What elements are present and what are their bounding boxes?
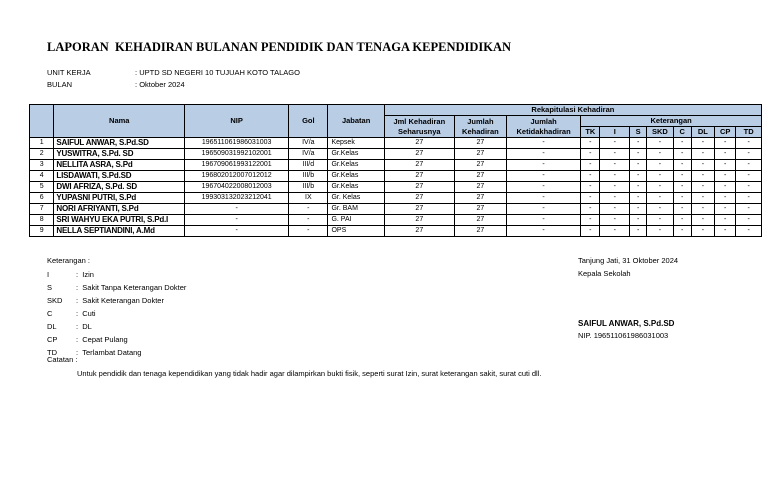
cell-keterangan-cp: - — [715, 204, 736, 215]
cell-jml-ketidakhadiran: - — [506, 149, 580, 160]
col-header-c: C — [673, 127, 691, 138]
cell-gol: III/b — [289, 171, 328, 182]
cell-keterangan-cp: - — [715, 138, 736, 149]
cell-nama: SAIFUL ANWAR, S.Pd.SD — [54, 138, 185, 149]
cell-gol: - — [289, 226, 328, 237]
cell-no: 7 — [30, 204, 54, 215]
cell-jml-seharusnya: 27 — [384, 226, 454, 237]
table-row — [30, 204, 762, 215]
cell-jabatan: Gr.Kelas — [328, 182, 384, 193]
attendance-table — [29, 104, 762, 237]
cell-nama: NORI AFRIYANTI, S.Pd — [54, 204, 185, 215]
cell-keterangan-cp: - — [715, 149, 736, 160]
legend-sep: : — [76, 335, 79, 344]
col-header-keterangan: Keterangan — [581, 116, 762, 127]
cell-no: 9 — [30, 226, 54, 237]
cell-keterangan-dl: - — [691, 226, 714, 237]
cell-keterangan-s: - — [630, 226, 647, 237]
cell-keterangan-td: - — [736, 160, 762, 171]
cell-keterangan-i: - — [600, 215, 630, 226]
cell-jml-kehadiran: 27 — [454, 171, 506, 182]
cell-keterangan-cp: - — [715, 193, 736, 204]
cell-gol: - — [289, 215, 328, 226]
cell-keterangan-skd: - — [647, 204, 674, 215]
table-row — [30, 160, 762, 171]
legend-code: S — [47, 283, 53, 292]
col-header-s: S — [630, 127, 647, 138]
cell-keterangan-dl: - — [691, 204, 714, 215]
cell-nama: SRI WAHYU EKA PUTRI, S.Pd.I — [54, 215, 185, 226]
cell-nip: 196509031992102001 — [185, 149, 289, 160]
cell-keterangan-td: - — [736, 171, 762, 182]
col-header-cp: CP — [715, 127, 736, 138]
cell-keterangan-s: - — [630, 215, 647, 226]
cell-keterangan-s: - — [630, 171, 647, 182]
col-header-skd: SKD — [647, 127, 674, 138]
legend-item — [47, 296, 164, 305]
cell-gol: - — [289, 204, 328, 215]
col-header-nama: Nama — [54, 105, 185, 138]
cell-jml-kehadiran: 27 — [454, 226, 506, 237]
cell-keterangan-dl: - — [691, 149, 714, 160]
cell-gol: III/d — [289, 160, 328, 171]
catatan-text: Untuk pendidik dan tenaga kependidikan yang tidak hadir agar dilampirkan bukti fisik, seperti surat Izin, surat keterangan sakit, surat cuti dll. — [77, 369, 542, 378]
cell-jml-ketidakhadiran: - — [506, 204, 580, 215]
cell-keterangan-cp: - — [715, 215, 736, 226]
cell-keterangan-cp: - — [715, 171, 736, 182]
cell-keterangan-dl: - — [691, 171, 714, 182]
cell-keterangan-s: - — [630, 204, 647, 215]
cell-no: 5 — [30, 182, 54, 193]
cell-keterangan-s: - — [630, 160, 647, 171]
cell-keterangan-td: - — [736, 138, 762, 149]
cell-keterangan-td: - — [736, 149, 762, 160]
col-header-jml-kehadiran: Jumlah Kehadiran — [454, 116, 506, 138]
cell-keterangan-tk: - — [581, 149, 600, 160]
cell-keterangan-dl: - — [691, 215, 714, 226]
col-header-jml-ketidakhadiran: Jumlah Ketidakhadiran — [506, 116, 580, 138]
meta-unit-kerja — [47, 68, 300, 77]
cell-jabatan: Gr. Kelas — [328, 193, 384, 204]
legend-item — [47, 270, 94, 279]
cell-keterangan-tk: - — [581, 160, 600, 171]
legend-desc: Cepat Pulang — [82, 335, 128, 344]
cell-keterangan-i: - — [600, 149, 630, 160]
legend-sep: : — [76, 270, 79, 279]
cell-nama: YUPASNI PUTRI, S.Pd — [54, 193, 185, 204]
legend-desc: Terlambat Datang — [82, 348, 142, 357]
meta-label: UNIT KERJA — [47, 68, 91, 77]
cell-gol: IV/a — [289, 149, 328, 160]
cell-gol: IX — [289, 193, 328, 204]
cell-keterangan-skd: - — [647, 138, 674, 149]
signature-place-date: Tanjung Jati, 31 Oktober 2024 — [578, 256, 679, 265]
legend-desc: Sakit Tanpa Keterangan Dokter — [82, 283, 187, 292]
cell-jml-seharusnya: 27 — [384, 171, 454, 182]
cell-keterangan-i: - — [600, 138, 630, 149]
cell-jml-kehadiran: 27 — [454, 149, 506, 160]
cell-keterangan-i: - — [600, 182, 630, 193]
legend-desc: Izin — [82, 270, 94, 279]
cell-jml-seharusnya: 27 — [384, 215, 454, 226]
legend-sep: : — [76, 322, 79, 331]
meta-label: BULAN — [47, 80, 73, 89]
table-row — [30, 226, 762, 237]
legend-title: Keterangan : — [47, 256, 90, 265]
cell-keterangan-c: - — [673, 226, 691, 237]
cell-nip: 199303132023212041 — [185, 193, 289, 204]
cell-keterangan-tk: - — [581, 193, 600, 204]
cell-jabatan: Gr.Kelas — [328, 171, 384, 182]
meta-sep: : — [135, 68, 138, 77]
cell-keterangan-tk: - — [581, 204, 600, 215]
cell-nama: NELLITA ASRA, S.Pd — [54, 160, 185, 171]
cell-keterangan-c: - — [673, 193, 691, 204]
cell-nip: 196709061993122001 — [185, 160, 289, 171]
table-row — [30, 182, 762, 193]
cell-no: 1 — [30, 138, 54, 149]
cell-keterangan-cp: - — [715, 226, 736, 237]
cell-jabatan: Gr.Kelas — [328, 149, 384, 160]
cell-jabatan: Kepsek — [328, 138, 384, 149]
cell-nip: 196802012007012012 — [185, 171, 289, 182]
report-title: LAPORAN KEHADIRAN BULANAN PENDIDIK DAN TENAGA KEPENDIDIKAN — [47, 40, 512, 54]
cell-keterangan-i: - — [600, 171, 630, 182]
cell-keterangan-td: - — [736, 215, 762, 226]
cell-keterangan-td: - — [736, 182, 762, 193]
cell-no: 6 — [30, 193, 54, 204]
table-row — [30, 215, 762, 226]
cell-keterangan-cp: - — [715, 160, 736, 171]
legend-sep: : — [76, 348, 79, 357]
cell-jml-kehadiran: 27 — [454, 215, 506, 226]
cell-nip: 196704022008012003 — [185, 182, 289, 193]
cell-keterangan-skd: - — [647, 226, 674, 237]
cell-keterangan-c: - — [673, 138, 691, 149]
legend-code: TD — [47, 348, 57, 357]
legend-code: DL — [47, 322, 57, 331]
col-header-jml-seharusnya: Jml Kehadiran Seharusnya — [384, 116, 454, 138]
meta-bulan — [47, 80, 185, 89]
col-header-td: TD — [736, 127, 762, 138]
cell-keterangan-c: - — [673, 215, 691, 226]
col-header-nip: NIP — [185, 105, 289, 138]
cell-jml-ketidakhadiran: - — [506, 193, 580, 204]
cell-nip: - — [185, 215, 289, 226]
cell-keterangan-i: - — [600, 160, 630, 171]
cell-keterangan-i: - — [600, 226, 630, 237]
cell-keterangan-tk: - — [581, 226, 600, 237]
cell-jml-ketidakhadiran: - — [506, 160, 580, 171]
table-row — [30, 171, 762, 182]
cell-keterangan-i: - — [600, 193, 630, 204]
cell-keterangan-dl: - — [691, 193, 714, 204]
cell-keterangan-i: - — [600, 204, 630, 215]
cell-nip: - — [185, 226, 289, 237]
cell-keterangan-td: - — [736, 226, 762, 237]
cell-keterangan-skd: - — [647, 171, 674, 182]
cell-jabatan: G. PAI — [328, 215, 384, 226]
cell-jabatan: OPS — [328, 226, 384, 237]
cell-jml-ketidakhadiran: - — [506, 171, 580, 182]
cell-jml-seharusnya: 27 — [384, 193, 454, 204]
cell-jml-ketidakhadiran: - — [506, 182, 580, 193]
cell-jml-ketidakhadiran: - — [506, 215, 580, 226]
cell-keterangan-tk: - — [581, 182, 600, 193]
cell-nama: NELLA SEPTIANDINI, A.Md — [54, 226, 185, 237]
cell-gol: IV/a — [289, 138, 328, 149]
cell-keterangan-tk: - — [581, 138, 600, 149]
cell-gol: III/b — [289, 182, 328, 193]
cell-keterangan-skd: - — [647, 149, 674, 160]
cell-no: 2 — [30, 149, 54, 160]
cell-nama: YUSWITRA, S.Pd. SD — [54, 149, 185, 160]
legend-code: CP — [47, 335, 58, 344]
col-header-gol: Gol — [289, 105, 328, 138]
legend-desc: Cuti — [82, 309, 96, 318]
legend-code: SKD — [47, 296, 63, 305]
legend-sep: : — [76, 283, 79, 292]
cell-keterangan-c: - — [673, 160, 691, 171]
cell-jml-seharusnya: 27 — [384, 138, 454, 149]
legend-item — [47, 322, 92, 331]
legend-item — [47, 335, 128, 344]
table-row — [30, 138, 762, 149]
cell-jml-seharusnya: 27 — [384, 160, 454, 171]
signature-nip: NIP. 196511061986031003 — [578, 331, 669, 340]
cell-no: 4 — [30, 171, 54, 182]
cell-jml-seharusnya: 27 — [384, 204, 454, 215]
col-header-tk: TK — [581, 127, 600, 138]
cell-keterangan-s: - — [630, 182, 647, 193]
cell-nama: DWI AFRIZA, S.Pd. SD — [54, 182, 185, 193]
cell-jabatan: Gr. BAM — [328, 204, 384, 215]
cell-keterangan-skd: - — [647, 160, 674, 171]
legend-desc: DL — [82, 322, 92, 331]
cell-keterangan-skd: - — [647, 215, 674, 226]
table-row — [30, 149, 762, 160]
cell-keterangan-skd: - — [647, 182, 674, 193]
legend-sep: : — [76, 309, 79, 318]
legend-code: I — [47, 270, 50, 279]
meta-value: Oktober 2024 — [139, 80, 185, 89]
cell-keterangan-dl: - — [691, 160, 714, 171]
cell-keterangan-td: - — [736, 193, 762, 204]
col-header-jabatan: Jabatan — [328, 105, 384, 138]
cell-keterangan-s: - — [630, 138, 647, 149]
cell-keterangan-c: - — [673, 171, 691, 182]
cell-keterangan-skd: - — [647, 193, 674, 204]
col-header-no — [30, 105, 54, 138]
cell-keterangan-s: - — [630, 193, 647, 204]
cell-no: 8 — [30, 215, 54, 226]
cell-keterangan-c: - — [673, 182, 691, 193]
cell-keterangan-dl: - — [691, 138, 714, 149]
legend-sep: : — [76, 296, 79, 305]
table-row — [30, 193, 762, 204]
cell-jml-kehadiran: 27 — [454, 160, 506, 171]
cell-keterangan-tk: - — [581, 215, 600, 226]
cell-keterangan-c: - — [673, 204, 691, 215]
col-header-rekapitulasi: Rekapitulasi Kehadiran — [384, 105, 761, 116]
cell-nama: LISDAWATI, S.Pd.SD — [54, 171, 185, 182]
cell-jml-kehadiran: 27 — [454, 138, 506, 149]
legend-code: C — [47, 309, 53, 318]
cell-jml-ketidakhadiran: - — [506, 226, 580, 237]
cell-keterangan-s: - — [630, 149, 647, 160]
signature-position: Kepala Sekolah — [578, 269, 631, 278]
legend-desc: Sakit Keterangan Dokter — [82, 296, 164, 305]
cell-jml-kehadiran: 27 — [454, 193, 506, 204]
cell-keterangan-dl: - — [691, 182, 714, 193]
cell-no: 3 — [30, 160, 54, 171]
meta-value: UPTD SD NEGERI 10 TUJUAH KOTO TALAGO — [139, 68, 300, 77]
cell-jml-seharusnya: 27 — [384, 149, 454, 160]
col-header-i: I — [600, 127, 630, 138]
cell-keterangan-cp: - — [715, 182, 736, 193]
cell-nip: 196511061986031003 — [185, 138, 289, 149]
cell-jabatan: Gr.Kelas — [328, 160, 384, 171]
cell-keterangan-c: - — [673, 149, 691, 160]
signature-name: SAIFUL ANWAR, S.Pd.SD — [578, 319, 675, 328]
cell-jml-kehadiran: 27 — [454, 204, 506, 215]
cell-nip: - — [185, 204, 289, 215]
legend-item — [47, 309, 96, 318]
cell-jml-seharusnya: 27 — [384, 182, 454, 193]
meta-sep: : — [135, 80, 138, 89]
cell-jml-kehadiran: 27 — [454, 182, 506, 193]
cell-keterangan-td: - — [736, 204, 762, 215]
cell-jml-ketidakhadiran: - — [506, 138, 580, 149]
legend-item — [47, 283, 186, 292]
catatan-label: Catatan : — [47, 355, 78, 364]
col-header-dl: DL — [691, 127, 714, 138]
cell-keterangan-tk: - — [581, 171, 600, 182]
